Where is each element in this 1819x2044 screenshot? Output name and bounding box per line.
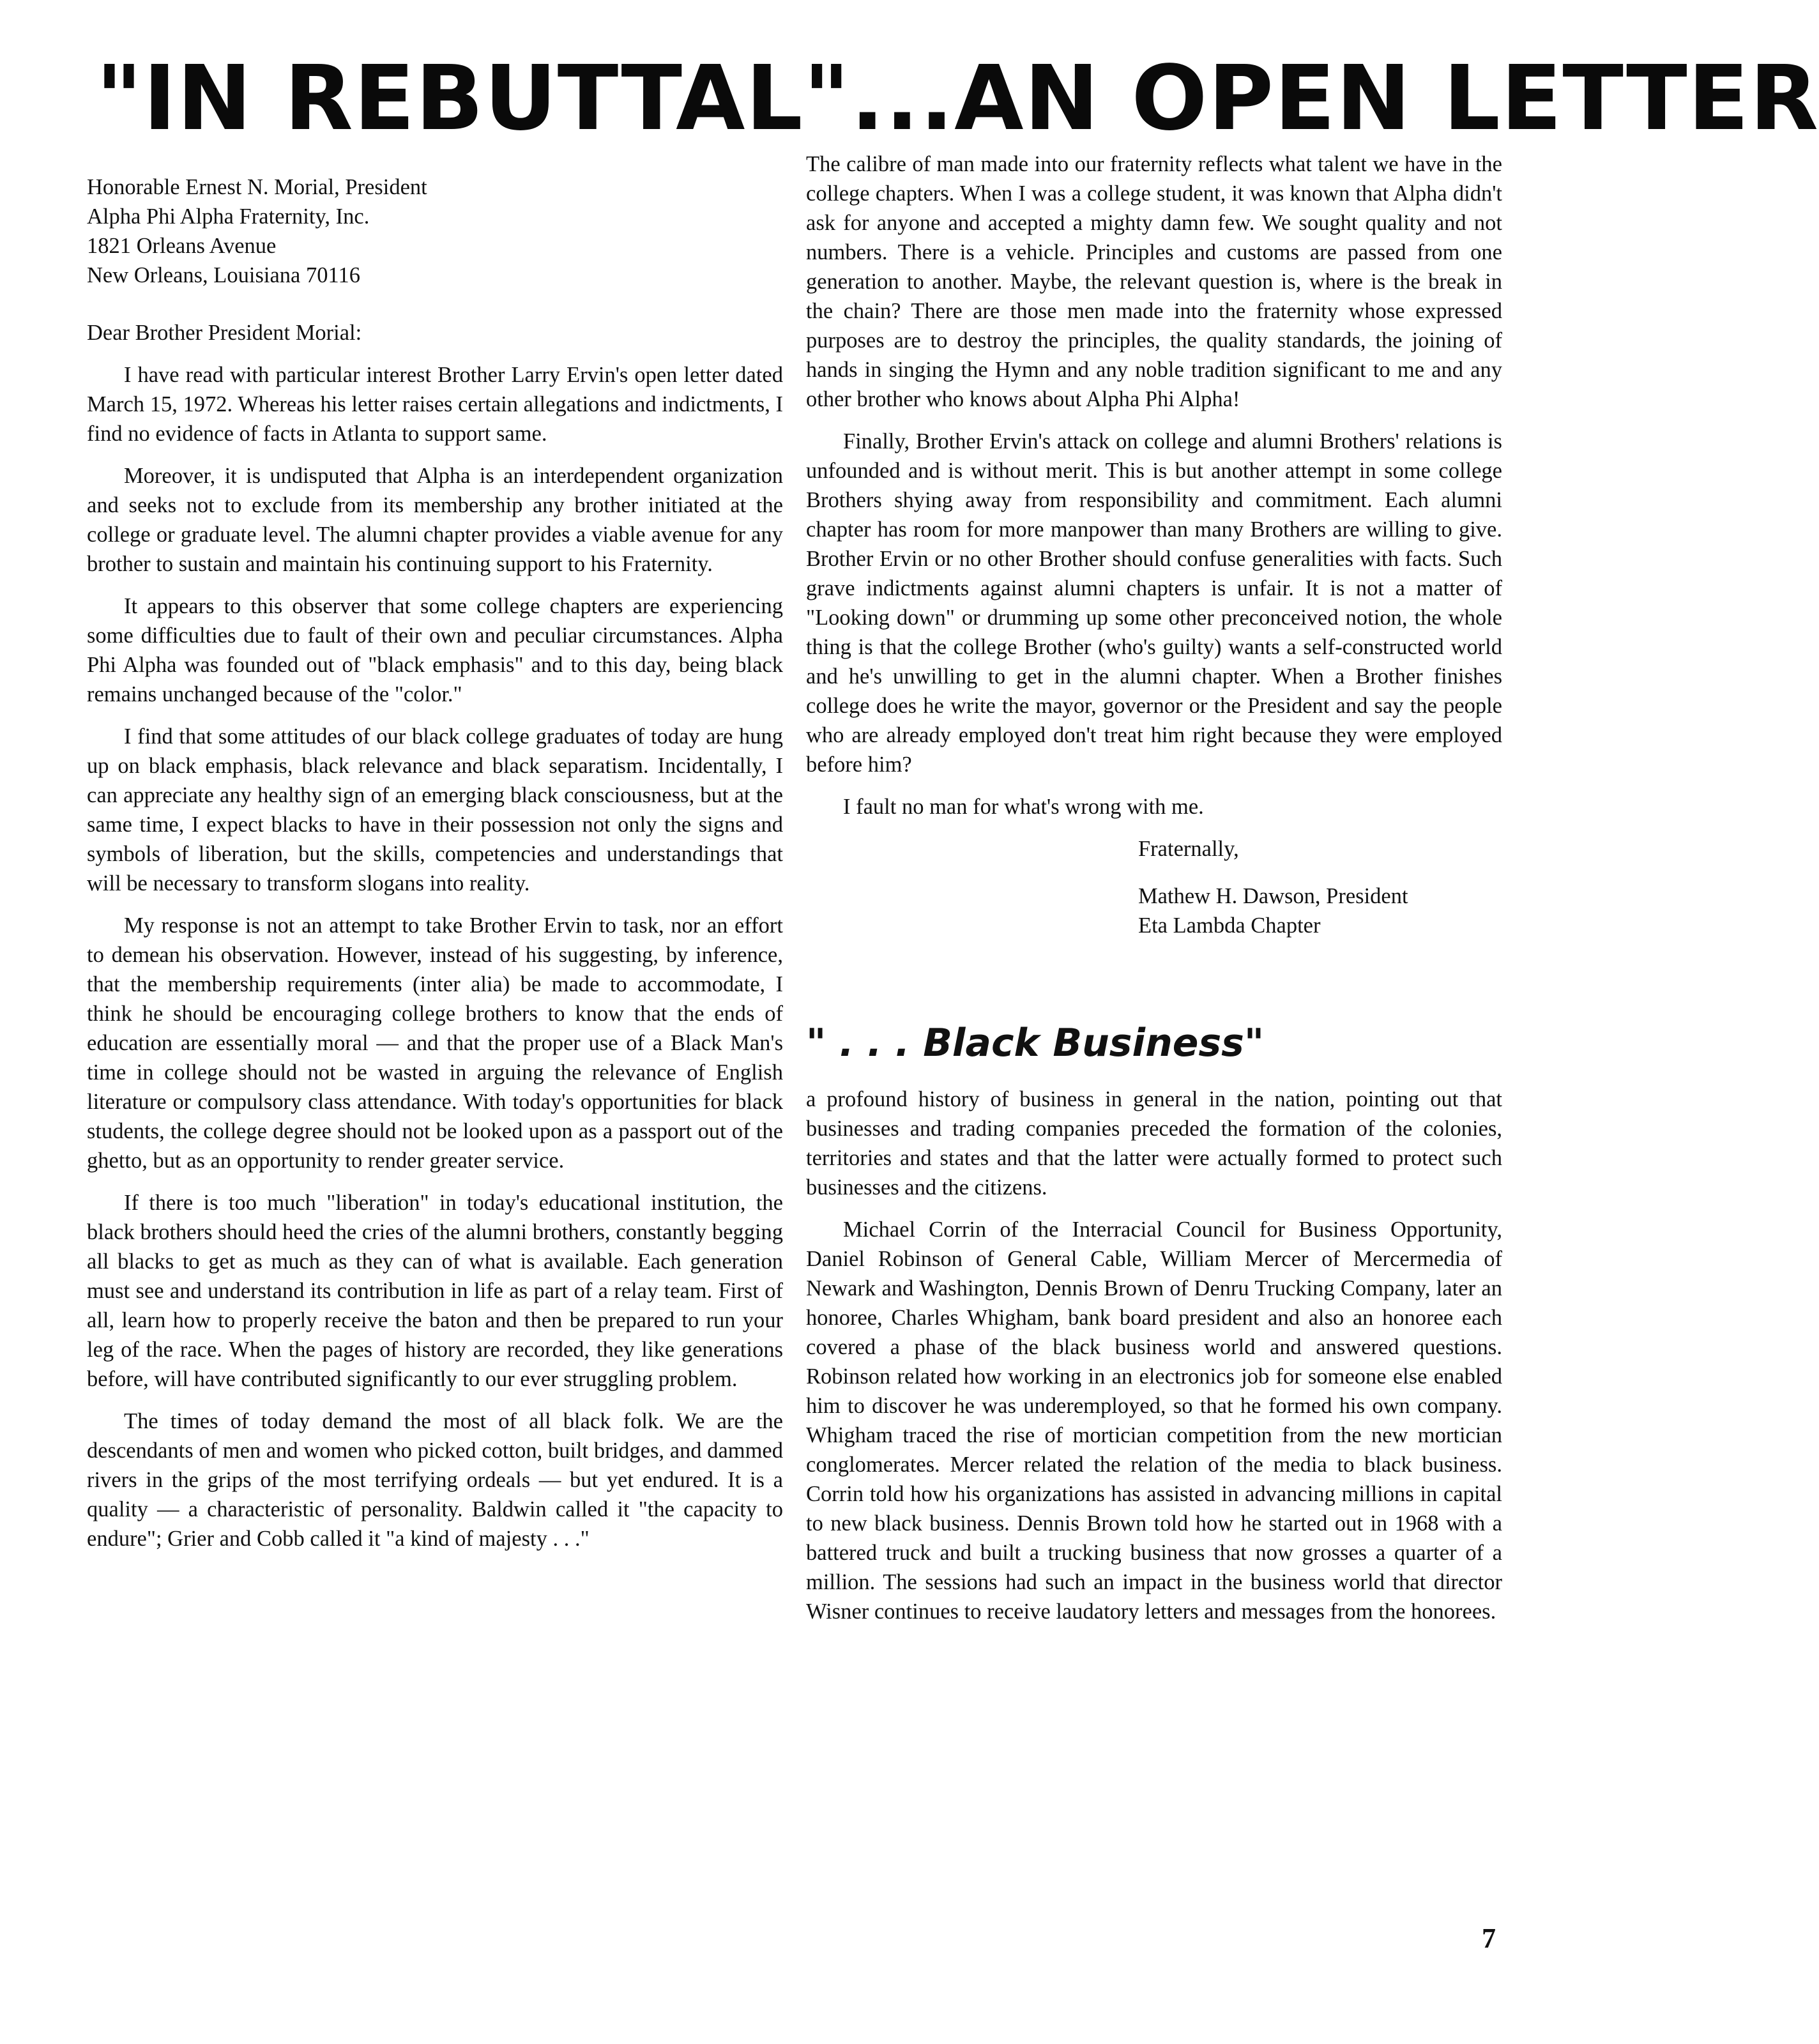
letter-paragraph: The times of today demand the most of all black folk. We are the descendants of men and women who picked cotton, built bridges, and dammed rivers in the grips of the most terrifying ordeals — but yet endured. It is a quality — a characteristic of personality. Baldwin called it "the capacity to endure"; Grier and Cobb called it "a kind of majesty . . ." xyxy=(87,1409,783,1551)
black-business-heading: " . . . Black Business" xyxy=(806,1021,1265,1065)
letter-paragraph: My response is not an attempt to take Brother Ervin to task, nor an effort to demean his observation. However, instead of his suggesting, by inference, that the membership requirements (inter alia) be made to accommodate, I think he should be encouraging college brothers to know that the ends of education are essentially moral — and that the proper use of a Black Man's time in college should not be wasted in arguing the relevance of English literature or compulsory class attendance. With today's opportunities for black students, the college degree should not be looked upon as a passport out of the ghetto, but as an opportunity to render greater service. xyxy=(87,913,783,1173)
headline: "IN REBUTTAL"...AN OPEN LETTER xyxy=(96,47,1819,151)
left-column xyxy=(87,172,783,1566)
address-line: 1821 Orleans Avenue xyxy=(87,234,277,258)
address-line: Honorable Ernest N. Morial, President xyxy=(87,175,427,199)
article-paragraph: Michael Corrin of the Interracial Council for Business Opportunity, Daniel Robinson of General Cable, William Mercer of Mercermedia of Newark and Washington, Dennis Brown of Denru Trucking Company, later an honoree, Charles Whigham, bank board president and also an honoree each covered a phase of the black business world and answered questions. Robinson related how working in an electronics job for someone else enabled him to discover he was underemployed, so that he formed his own company. Whigham traced the rise of mortician competition from the new mortician conglomerates. Mercer related the relation of the media to black business. Corrin told how his organizations has assisted in advancing millions in capital to new black business. Dennis Brown told how he started out in 1968 with a battered truck and built a trucking business that now grosses a quarter of a million. The sessions had such an impact in the business world that director Wisner continues to receive laudatory letters and messages from the honorees. xyxy=(806,1217,1502,1624)
valediction: Fraternally, xyxy=(1138,837,1239,861)
letter-paragraph: I fault no man for what's wrong with me. xyxy=(843,795,1204,819)
letter-paragraph: I have read with particular interest Brother Larry Ervin's open letter dated March 15, 1972. Whereas his letter raises certain allegations and indictments, I find no evidence of facts in Atlanta to support same. xyxy=(87,363,783,446)
page-number: 7 xyxy=(1482,1923,1496,1954)
letter-paragraph: Moreover, it is undisputed that Alpha is an interdependent organization and seeks not to exclude from its membership any brother initiated at the college or graduate level. The alumni chapter provides a viable avenue for any brother to sustain and maintain his continuing support to his Fraternity. xyxy=(87,464,783,576)
salutation: Dear Brother President Morial: xyxy=(87,321,362,345)
address-line: New Orleans, Louisiana 70116 xyxy=(87,263,360,287)
letter-paragraph: It appears to this observer that some college chapters are experiencing some difficulties due to fault of their own and peculiar circumstances. Alpha Phi Alpha was founded out of "black emphasis" and to this day, being black remains unchanged because of the "color." xyxy=(87,594,783,706)
letter-paragraph: If there is too much "liberation" in today's educational institution, the black brothers should heed the cries of the alumni brothers, constantly begging all blacks to get as much as they can of what is available. Each generation must see and understand its contribution in life as part of a relay team. First of all, learn how to properly receive the baton and then be prepared to run your leg of the race. When the pages of history are recorded, they like generations before, will have contributed significantly to our ever struggling problem. xyxy=(87,1191,783,1391)
article-paragraph: a profound history of business in general in the nation, pointing out that businesses and trading companies preceded the formation of the colonies, territories and states and that the latter were actually formed to protect such businesses and the citizens. xyxy=(806,1087,1502,1200)
letter-paragraph: I find that some attitudes of our black college graduates of today are hung up on black emphasis, black relevance and black separatism. Incidentally, I can appreciate any healthy sign of an emerging black consciousness, but at the same time, I expect blacks to have in their possession not only the signs and symbols of liberation, but the skills, competencies and understandings that will be necessary to transform slogans into reality. xyxy=(87,724,783,896)
signature-chapter: Eta Lambda Chapter xyxy=(1138,913,1321,938)
letter-closing xyxy=(1138,834,1502,940)
address-line: Alpha Phi Alpha Fraternity, Inc. xyxy=(87,204,370,229)
recipient-address xyxy=(87,172,783,290)
letter-paragraph: Finally, Brother Ervin's attack on college and alumni Brothers' relations is unfounded and is without merit. This is but another attempt in some college Brothers shying away from responsibility and commitment. Each alumni chapter has room for more manpower than many Brothers are willing to give. Brother Ervin or no other Brother should confuse generalities with facts. Such grave indictments against alumni chapters is unfair. It is not a matter of "Looking down" or drumming up some other preconceived notion, the whole thing is that the college Brother (who's guilty) wants a self-constructed world and he's unwilling to get in the alumni chapter. When a Brother finishes college does he write the mayor, governor or the President and say the people who are already employed don't treat him right because they were employed before him? xyxy=(806,429,1502,777)
letter-paragraph: The calibre of man made into our fraternity reflects what talent we have in the college chapters. When I was a college student, it was known that Alpha didn't ask for anyone and accepted a mighty damn few. We sought quality and not numbers. There is a vehicle. Principles and customs are passed from one generation to another. Maybe, the relevant question is, where is the break in the chain? There are those men made into the fraternity whose expressed purposes are to destroy the principles, the quality standards, the joining of hands in singing the Hymn and any noble tradition significant to me and any other brother who knows about Alpha Phi Alpha! xyxy=(806,152,1502,411)
signature-name: Mathew H. Dawson, President xyxy=(1138,884,1408,908)
right-column xyxy=(806,149,1502,1639)
